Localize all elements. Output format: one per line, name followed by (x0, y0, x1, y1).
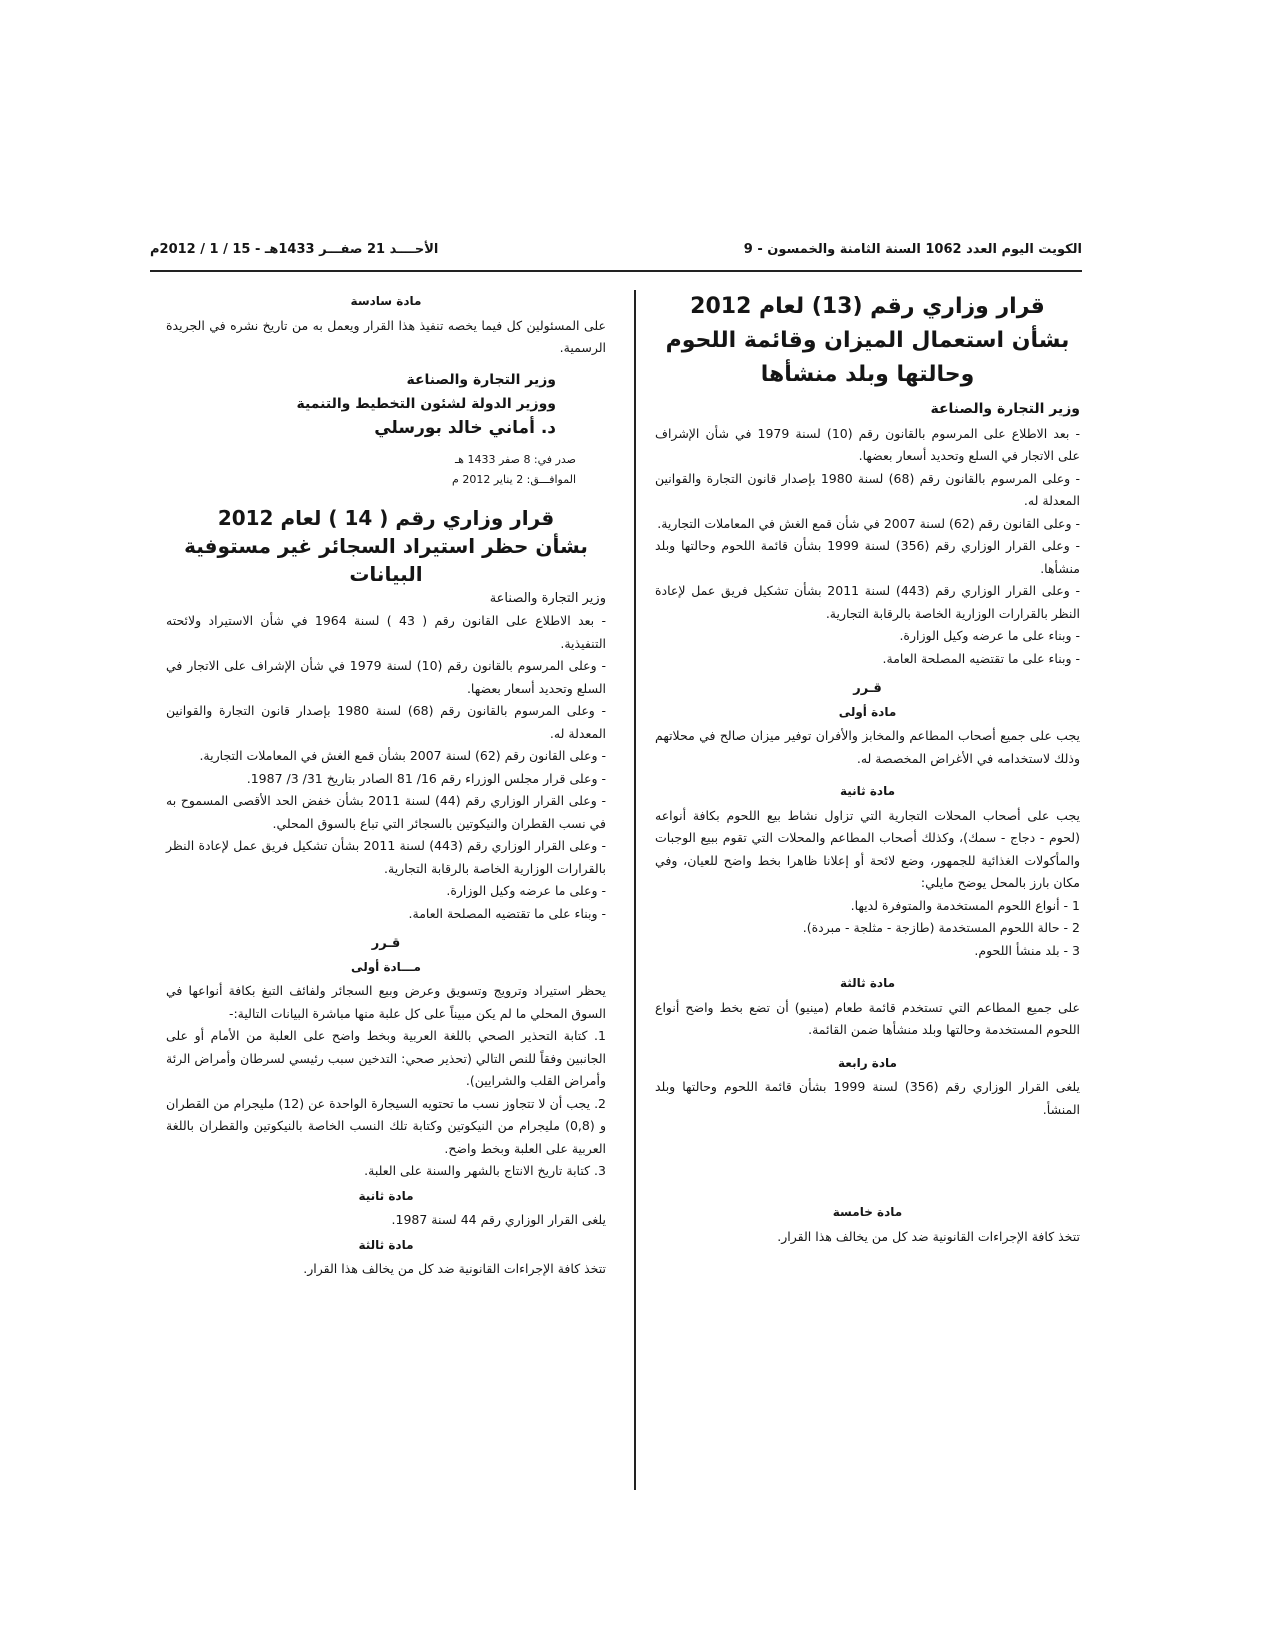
article-4-text: يلغى القرار الوزاري رقم (356) لسنة 1999 بشأن قائمة اللحوم وحالتها وبلد المنشأ. (655, 1079, 1080, 1117)
preamble-item: - بعد الاطلاع على المرسوم بالقانون رقم (10) لسنة 1979 في شأن الإشراف على الاتجار في السلع وتحديد أسعار بعضها. (655, 425, 1080, 463)
article-2-item: 2 - حالة اللحوم المستخدمة (طازجة - مثلجة - مبردة). (802, 920, 1080, 935)
signature-title-2: ووزير الدولة لشئون التخطيط والتنمية (296, 395, 556, 412)
corresponding-date: الموافـــق: 2 يناير 2012 م (452, 472, 576, 486)
preamble-item: - وعلى القرار الوزاري رقم (443) لسنة 2011 بشأن تشكيل فريق عمل لإعادة النظر بالقرارات الوزارية الخاصة بالرقابة التجارية. (166, 838, 607, 876)
preamble-item: - وعلى ما عرضه وكيل الوزارة. (446, 883, 606, 898)
article-2-text: يجب على أصحاب المحلات التجارية التي تزاول نشاط بيع اللحوم بكافة أنواعه (لحوم - دجاج - سمك)، وكذلك أصحاب المطاعم والمحلات التي تقوم ببيع الوجبات والمأكولات الغذائية للجمهور، وضع لائحة أو إعلانا ظاهرا بخط واضح للعيان، وفي مكان بارز بالمحل يوضح مايلي: (655, 807, 1080, 890)
decided-heading: قـرر (371, 936, 401, 951)
decision-14-title: قرار وزاري رقم ( 14 ) لعام 2012 (217, 505, 555, 530)
decision-13-subject-line1: بشأن استعمال الميزان وقائمة اللحوم (665, 328, 1070, 353)
article-6-text: على المسئولين كل فيما يخصه تنفيذ هذا القرار ويعمل به من تاريخ نشره في الجريدة الرسمية. (166, 317, 606, 355)
preamble-item: - وعلى القرار الوزاري رقم (44) لسنة 2011 بشأن خفض الحد الأقصى المسموح به في نسب القطران والنيكوتين بالسجائر التي تباع بالسوق المحلي. (166, 793, 606, 831)
preamble-item: - وبناء على ما عرضه وكيل الوزارة. (899, 628, 1080, 643)
issue-dates (166, 450, 576, 490)
signature-name: د. أماني خالد بورسلي (374, 417, 556, 438)
decision-14-subject: بشأن حظر استيراد السجائر غير مستوفية البيانات (184, 533, 588, 586)
preamble-item: - وعلى القانون رقم (62) لسنة 2007 بشأن قمع الغش في المعاملات التجارية. (199, 748, 606, 763)
header-issue-info: الكويت اليوم العدد 1062 السنة الثامنة والخمسون - 9 (743, 242, 1082, 257)
article-2-heading: مادة ثانية (839, 784, 896, 798)
decided-heading: قـرر (853, 681, 882, 696)
decision-14-column (166, 290, 606, 1281)
article-3-heading: مادة ثالثة (839, 976, 896, 990)
article-1-text: يجب على جميع أصحاب المطاعم والمخابز والأفران توفير ميزان صالح في محلاتهم وذلك لاستخدامه في الأغراض المخصصة له. (655, 728, 1080, 766)
preamble-item: - بعد الاطلاع على القانون رقم ( 43 ) لسنة 1964 في شأن الاستيراد ولائحته التنفيذية. (166, 613, 606, 651)
preamble-item: - وعلى المرسوم بالقانون رقم (68) لسنة 1980 بإصدار قانون التجارة والقوانين المعدلة له. (655, 470, 1081, 508)
signature-title-1: وزير التجارة والصناعة (406, 371, 556, 388)
article-5-text: تتخذ كافة الإجراءات القانونية ضد كل من يخالف هذا القرار. (777, 1228, 1080, 1244)
preamble-item: - وعلى المرسوم بالقانون رقم (68) لسنة 1980 بإصدار قانون التجارة والقوانين المعدلة له. (166, 703, 606, 741)
article-4-heading: مادة رابعة (838, 1055, 897, 1070)
decision-13-title: قرار وزاري رقم (13) لعام 2012 (690, 294, 1045, 319)
decision-13-subject-line2: وحالتها وبلد منشأها (760, 362, 975, 387)
preamble-item: - وعلى القرار الوزاري رقم (356) لسنة 1999 بشأن قائمة اللحوم وحالتها وبلد منشأها. (655, 538, 1080, 576)
column-divider (634, 290, 636, 1490)
article-3-text: تتخذ كافة الإجراءات القانونية ضد كل من يخالف هذا القرار. (303, 1261, 606, 1276)
article-1-item: 1. كتابة التحذير الصحي باللغة العربية وبخط واضح على العلبة من الأمام أو على الجانبين وفقاً للنص التالي (تحذير صحي: التدخين سبب رئيسي لسرطان وأمراض الرئة وأمراض القلب والشرايين). (166, 1028, 606, 1088)
article-5-heading: مادة خامسة (832, 1205, 903, 1219)
article-1-text: يحظر استيراد وترويج وتسويق وعرض وبيع السجائر ولفائف التبغ بكافة أنواعها في السوق المحلي ما لم يكن مبيناً على كل علبة منها مباشرة البيانات التالية:- (166, 983, 606, 1021)
article-1-item: 3. كتابة تاريخ الانتاج بالشهر والسنة على العلبة. (364, 1163, 606, 1178)
header-date: الأحــــد 21 صفـــر 1433هـ - 15 / 1 / 2012م (150, 242, 439, 257)
article-2-item: 3 - بلد منشأ اللحوم. (974, 942, 1080, 958)
article-1-item: 2. يجب أن لا تتجاوز نسب ما تحتويه السيجارة الواحدة عن (12) مليجرام من القطران و (0,8) مليجرام من النيكوتين وكتابة تلك النسب الخاصة بالنيكوتين والقطران باللغة العربية على العلبة وبخط واضح. (166, 1095, 607, 1156)
page-header (150, 242, 1082, 264)
article-2-text: يلغى القرار الوزاري رقم 44 لسنة 1987. (391, 1212, 606, 1227)
preamble-item: - وعلى قرار مجلس الوزراء رقم 16/ 81 الصادر بتاريخ 31/ 3/ 1987. (246, 770, 606, 786)
issued-date: صدر في: 8 صفر 1433 هـ (454, 452, 576, 466)
decision-13-column (655, 290, 1080, 1248)
article-3-text: على جميع المطاعم التي تستخدم قائمة طعام (مينيو) أن تضع بخط واضح أنواع اللحوم المستخدمة وحالتها وبلد منشأها ضمن القائمة. (655, 999, 1080, 1037)
article-1-heading: مـــادة أولى (351, 959, 421, 974)
decision-14-minister: وزير التجارة والصناعة (489, 590, 606, 606)
preamble-item: - وبناء على ما تقتضيه المصلحة العامة. (882, 650, 1080, 666)
preamble-item: - وعلى القرار الوزاري رقم (443) لسنة 2011 بشأن تشكيل فريق عمل لإعادة النظر بالقرارات الوزارية الخاصة بالرقابة التجارية. (655, 583, 1080, 621)
article-1-heading: مادة أولى (838, 704, 897, 719)
header-divider (150, 270, 1082, 272)
spacer (655, 1121, 1080, 1191)
preamble-item: - وعلى المرسوم بالقانون رقم (10) لسنة 1979 في شأن الإشراف على الاتجار في السلع وتحديد أسعار بعضها. (166, 658, 607, 696)
article-6-heading: مادة سادسة (350, 294, 422, 308)
preamble-item: - وعلى القانون رقم (62) لسنة 2007 في شأن قمع الغش في المعاملات التجارية. (657, 515, 1080, 531)
article-2-item: 1 - أنواع اللحوم المستخدمة والمتوفرة لديها. (850, 897, 1080, 913)
decision-13-minister: وزير التجارة والصناعة (930, 401, 1080, 417)
preamble-item: - وبناء على ما تقتضيه المصلحة العامة. (408, 905, 606, 921)
article-3-heading: مادة ثالثة (358, 1237, 414, 1252)
article-2-heading: مادة ثانية (358, 1188, 414, 1203)
